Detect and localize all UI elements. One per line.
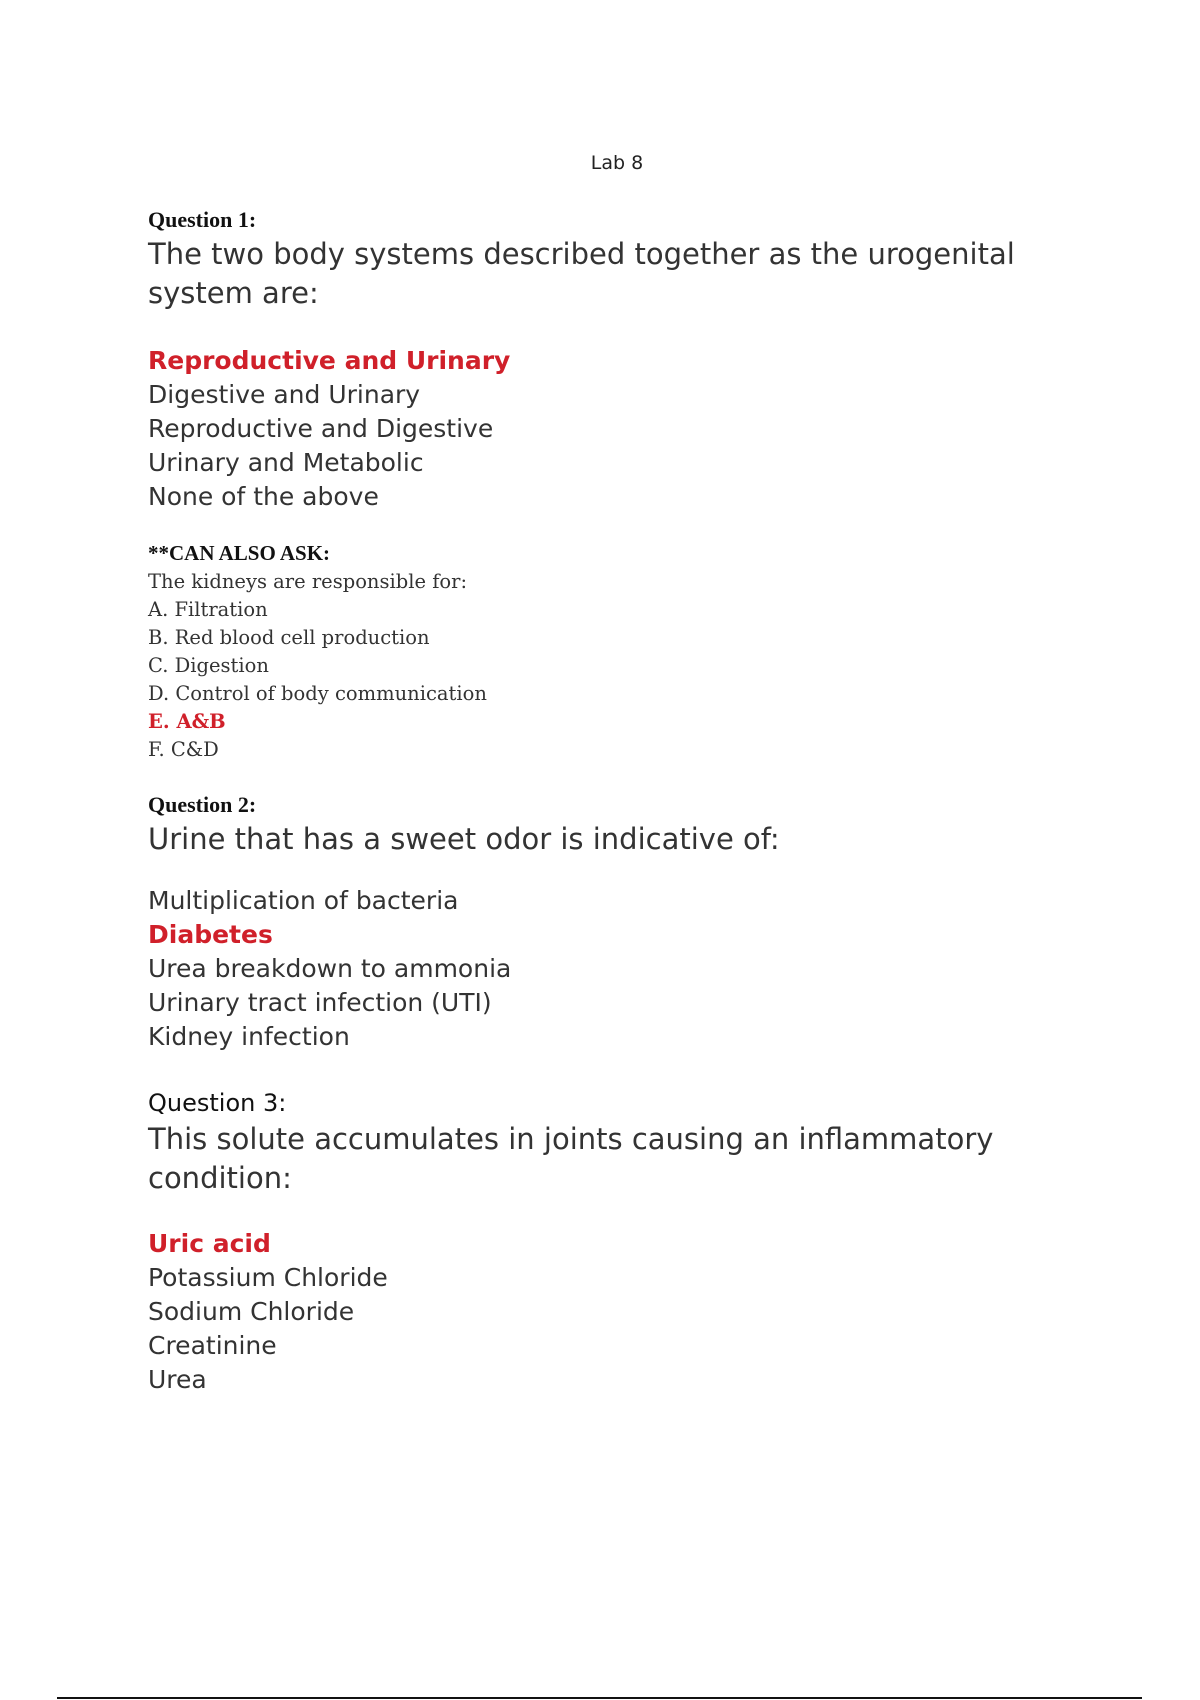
question-text-line: Urine that has a sweet odor is indicative of: [148,822,780,856]
page-bottom-rule [57,1697,1142,1699]
question-text-line: This solute accumulates in joints causing an inflammatory [148,1122,994,1156]
answer-options [148,344,1128,514]
question-text-line: condition: [148,1161,292,1195]
answer-option: Urinary tract infection (UTI) [148,988,492,1017]
also-ask-heading: **CAN ALSO ASK: [148,541,331,565]
answer-option: Multiplication of bacteria [148,886,459,915]
also-ask-choice: C. Digestion [148,654,269,677]
answer-option: Urinary and Metabolic [148,448,424,477]
also-ask-choice-correct: E. A&B [148,710,226,733]
answer-option: Reproductive and Digestive [148,414,494,443]
also-ask-choice: A. Filtration [148,598,268,621]
also-ask-section [148,538,1128,764]
answer-options [148,884,1128,1054]
question-text-line: The two body systems described together as the urogenital [148,237,1015,271]
answer-option: Creatinine [148,1331,277,1360]
question-heading: Question 1: [148,207,257,232]
also-ask-choice: F. C&D [148,738,219,761]
page-title: Lab 8 [590,152,644,174]
also-ask-choice: D. Control of body communication [148,682,487,705]
answer-option: Urea breakdown to ammonia [148,954,512,983]
question-1 [148,205,1128,764]
answer-option-correct: Reproductive and Urinary [148,346,511,375]
question-3 [148,1086,1128,1397]
answer-option: Potassium Chloride [148,1263,388,1292]
also-ask-choice: B. Red blood cell production [148,626,430,649]
answer-option: Kidney infection [148,1022,350,1051]
also-ask-prompt: The kidneys are responsible for: [148,570,468,593]
question-heading: Question 3: [148,1089,287,1117]
question-text-line: system are: [148,276,319,310]
answer-option: None of the above [148,482,379,511]
answer-option: Sodium Chloride [148,1297,355,1326]
answer-options [148,1227,1128,1397]
question-heading: Question 2: [148,792,257,817]
answer-option: Digestive and Urinary [148,380,421,409]
question-2 [148,790,1128,1054]
answer-option-correct: Diabetes [148,920,273,949]
answer-option: Urea [148,1365,207,1394]
answer-option-correct: Uric acid [148,1229,271,1258]
